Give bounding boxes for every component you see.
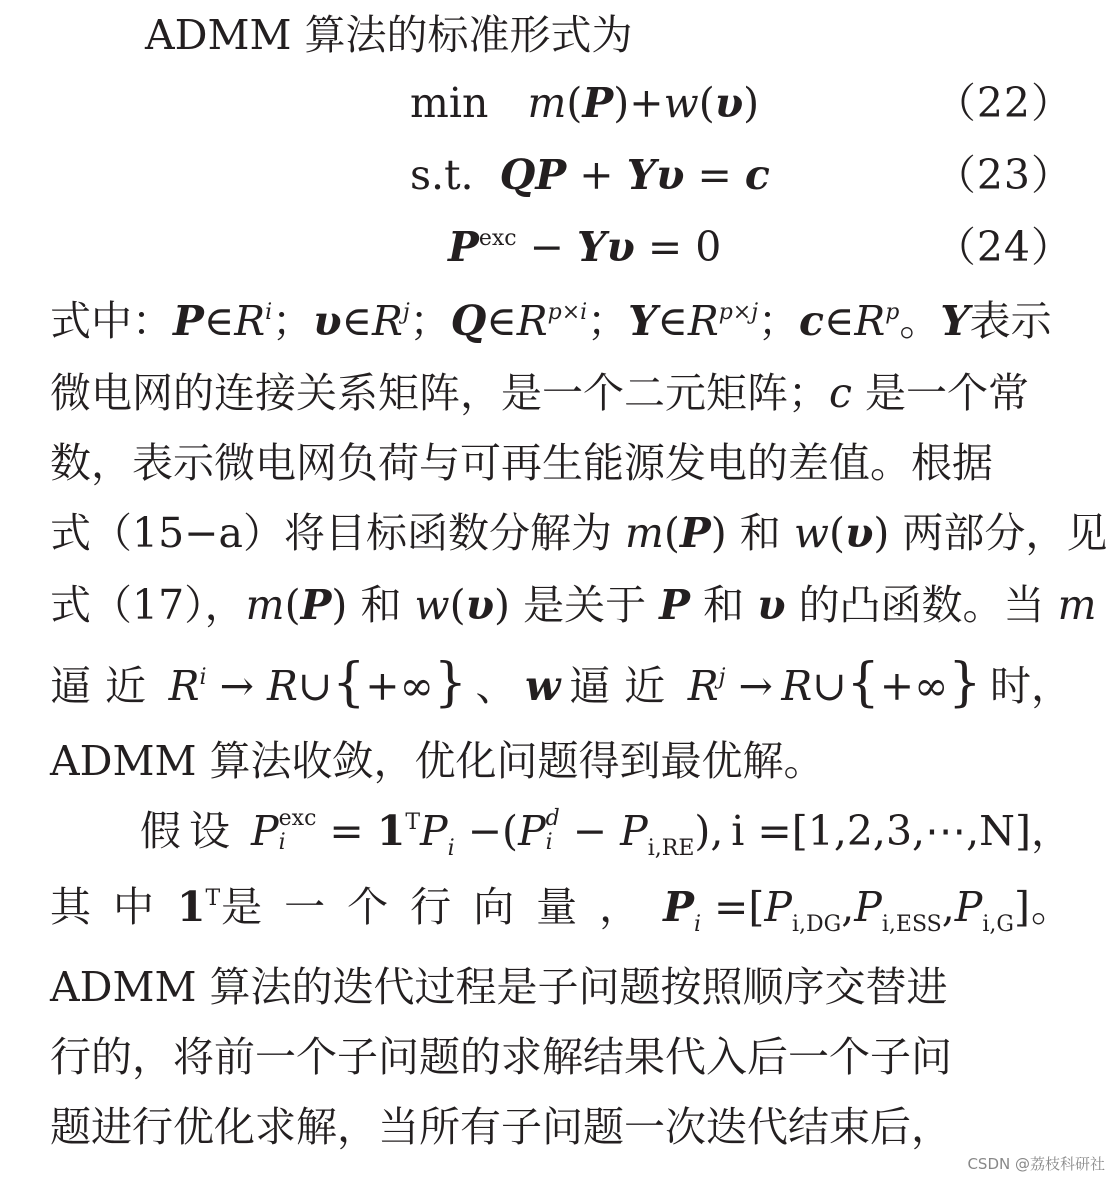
- para2-line-1: 式中：$P\in R^i$；$\upsilon\in R^j$；$Q\in R^{p\times i}$；$Y\in R^{p\times j}$；$c\in R^p$。Y表示: [50, 297, 1052, 345]
- para3-line-4: 行的，将前一个子问题的求解结果代入后一个子问: [50, 1033, 952, 1081]
- para3-line-2: 其中 $1^T$ 是一个行向量， $P_i =[P_{i,DG},P_{i,ESS},P_{i,G}]$ 。: [50, 883, 1072, 937]
- equation-22-number: （22）: [934, 79, 1073, 127]
- para2-line-6: 逼近 $R^i$ → R∪{+∞} 、 w 逼近 $R^j$ → R∪{+∞} 时，: [50, 653, 1072, 713]
- para2-line-4: 式（15−a）将目标函数分解为 m(P) 和 w(υ) 两部分，见: [50, 509, 1108, 557]
- para2-line-3: 数，表示微电网负荷与可再生能源发电的差值。根据: [50, 439, 993, 487]
- equation-23-number: （23）: [934, 151, 1073, 199]
- para3-line-5: 题进行优化求解，当所有子问题一次迭代结束后，: [50, 1103, 952, 1151]
- watermark: CSDN @荔枝科研社: [967, 1155, 1105, 1173]
- para3-line-3: ADMM 算法的迭代过程是子问题按照顺序交替进: [50, 963, 948, 1011]
- para2-line-7: ADMM 算法收敛，优化问题得到最优解。: [50, 737, 825, 785]
- para2-line-2: 微电网的连接关系矩阵，是一个二元矩阵；c 是一个常: [50, 369, 1030, 417]
- equation-22: min m(P)+w(υ): [410, 79, 760, 127]
- equation-23: s.t. QP + Yυ = c: [410, 151, 770, 199]
- intro-line: [145, 0, 1117, 70]
- para3-line-1: 假设 P exc i = $1^TP_i -(P$ d i − $P_{i,RE}$), i =[1,2,3,⋯,N]，: [140, 805, 1072, 861]
- intro-text: ADMM 算法的标准形式为: [145, 11, 633, 59]
- equation-24: $P^{exc} - Y\upsilon = 0$: [448, 223, 722, 271]
- equation-24-number: （24）: [934, 223, 1073, 271]
- para2-line-5: 式（17），m(P) 和 w(υ) 是关于 P 和 υ 的凸函数。当 m: [50, 581, 1097, 629]
